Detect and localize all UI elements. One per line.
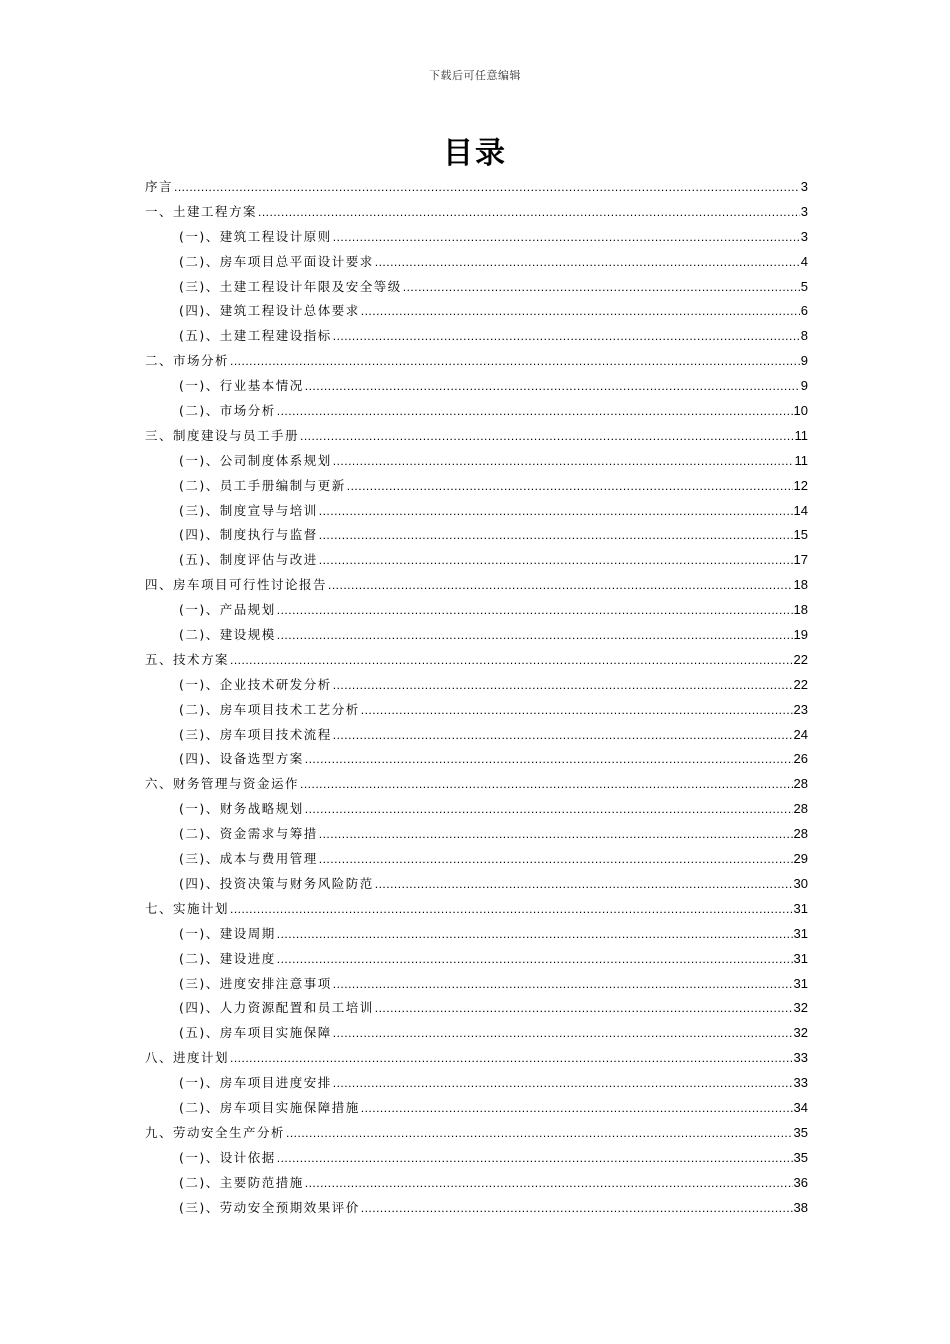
- toc-page-number: 33: [793, 1075, 808, 1091]
- toc-subentry[interactable]: [145, 401, 808, 426]
- toc-entry[interactable]: [145, 899, 808, 924]
- toc-page-number: 28: [793, 776, 808, 792]
- toc-page-number: 38: [793, 1199, 808, 1215]
- toc-page-number: 33: [793, 1050, 808, 1066]
- toc-subentry[interactable]: [145, 252, 808, 277]
- toc-page-number: 19: [793, 627, 808, 643]
- toc-page-number: 35: [793, 1149, 808, 1165]
- toc-entry-label: (一)、设计依据: [179, 1149, 276, 1165]
- toc-entry-label: (二)、资金需求与筹措: [179, 826, 318, 842]
- toc-page-number: 26: [793, 751, 808, 767]
- table-of-contents: [145, 177, 808, 1222]
- toc-dot-leader: [319, 827, 793, 841]
- toc-entry-label: (五)、房车项目实施保障: [179, 1025, 332, 1041]
- page-title: 目录: [443, 136, 507, 171]
- toc-dot-leader: [361, 1101, 793, 1115]
- toc-dot-leader: [333, 230, 800, 244]
- toc-entry-label: (三)、劳动安全预期效果评价: [179, 1199, 360, 1215]
- toc-dot-leader: [277, 1151, 793, 1165]
- toc-page-number: 18: [793, 577, 808, 593]
- toc-entry-label: (三)、土建工程设计年限及安全等级: [179, 278, 402, 294]
- toc-page-number: 34: [793, 1099, 808, 1115]
- toc-subentry[interactable]: [145, 1098, 808, 1123]
- toc-subentry[interactable]: [145, 749, 808, 774]
- toc-entry-label: 四、房车项目可行性讨论报告: [145, 577, 328, 593]
- toc-subentry[interactable]: [145, 600, 808, 625]
- toc-dot-leader: [230, 653, 793, 667]
- toc-dot-leader: [305, 802, 793, 816]
- toc-entry-label: (二)、主要防范措施: [179, 1174, 304, 1190]
- toc-dot-leader: [230, 902, 793, 916]
- toc-page-number: 32: [793, 1000, 808, 1016]
- toc-subentry[interactable]: [145, 277, 808, 302]
- toc-entry[interactable]: [145, 351, 808, 376]
- toc-entry-label: (一)、公司制度体系规划: [179, 452, 332, 468]
- toc-entry-label: (四)、设备选型方案: [179, 751, 304, 767]
- toc-dot-leader: [305, 1176, 793, 1190]
- toc-subentry[interactable]: [145, 451, 808, 476]
- toc-entry-label: (二)、建设规模: [179, 627, 276, 643]
- toc-dot-leader: [333, 329, 800, 343]
- toc-dot-leader: [277, 404, 793, 418]
- toc-dot-leader: [300, 777, 793, 791]
- toc-dot-leader: [333, 678, 793, 692]
- toc-subentry[interactable]: [145, 799, 808, 824]
- toc-dot-leader: [333, 728, 793, 742]
- toc-entry[interactable]: [145, 774, 808, 799]
- toc-dot-leader: [305, 379, 800, 393]
- toc-page-number: 35: [793, 1124, 808, 1140]
- toc-subentry[interactable]: [145, 1073, 808, 1098]
- toc-page-number: 9: [800, 353, 808, 369]
- toc-dot-leader: [333, 1026, 793, 1040]
- toc-page-number: 31: [793, 925, 808, 941]
- toc-dot-leader: [347, 479, 793, 493]
- toc-page-number: 36: [793, 1174, 808, 1190]
- toc-entry-label: (三)、房车项目技术流程: [179, 726, 332, 742]
- toc-dot-leader: [277, 927, 793, 941]
- toc-subentry[interactable]: [145, 874, 808, 899]
- toc-page-number: 6: [800, 303, 808, 319]
- toc-dot-leader: [375, 1001, 793, 1015]
- toc-page-number: 10: [793, 403, 808, 419]
- toc-entry-label: (二)、房车项目总平面设计要求: [179, 253, 374, 269]
- toc-dot-leader: [333, 454, 794, 468]
- toc-subentry[interactable]: [145, 974, 808, 999]
- toc-dot-leader: [230, 1051, 793, 1065]
- toc-dot-leader: [319, 504, 793, 518]
- toc-subentry[interactable]: [145, 998, 808, 1023]
- page-header: 下载后可任意编辑: [429, 69, 521, 82]
- toc-page-number: 5: [800, 278, 808, 294]
- toc-entry-label: (二)、员工手册编制与更新: [179, 477, 346, 493]
- toc-dot-leader: [361, 703, 793, 717]
- toc-dot-leader: [375, 877, 793, 891]
- toc-entry-label: (一)、企业技术研发分析: [179, 676, 332, 692]
- toc-dot-leader: [258, 205, 800, 219]
- toc-page-number: 8: [800, 328, 808, 344]
- toc-entry-label: 六、财务管理与资金运作: [145, 776, 300, 792]
- toc-entry-label: (三)、成本与费用管理: [179, 851, 318, 867]
- toc-entry-label: 九、劳动安全生产分析: [145, 1124, 286, 1140]
- toc-page-number: 11: [794, 452, 808, 468]
- toc-entry-label: 五、技术方案: [145, 651, 230, 667]
- toc-entry-label: 一、土建工程方案: [145, 203, 258, 219]
- toc-dot-leader: [375, 255, 800, 269]
- toc-entry-label: 七、实施计划: [145, 900, 230, 916]
- toc-dot-leader: [403, 280, 800, 294]
- toc-entry-label: (四)、建筑工程设计总体要求: [179, 303, 360, 319]
- toc-subentry[interactable]: [145, 924, 808, 949]
- toc-page-number: 31: [793, 900, 808, 916]
- toc-dot-leader: [333, 977, 793, 991]
- toc-entry-label: (五)、制度评估与改进: [179, 552, 318, 568]
- toc-subentry[interactable]: [145, 376, 808, 401]
- toc-subentry[interactable]: [145, 1148, 808, 1173]
- toc-entry-label: (四)、投资决策与财务风险防范: [179, 875, 374, 891]
- toc-subentry[interactable]: [145, 1173, 808, 1198]
- toc-entry-label: 序言: [145, 179, 174, 194]
- toc-entry-label: (四)、制度执行与监督: [179, 527, 318, 543]
- toc-dot-leader: [328, 578, 793, 592]
- toc-entry-label: (一)、产品规划: [179, 602, 276, 618]
- toc-entry-label: (一)、财务战略规划: [179, 801, 304, 817]
- toc-dot-leader: [277, 603, 793, 617]
- toc-entry-label: (二)、建设进度: [179, 950, 276, 966]
- toc-page-number: 32: [793, 1025, 808, 1041]
- toc-entry-label: 八、进度计划: [145, 1050, 230, 1066]
- toc-dot-leader: [333, 1076, 793, 1090]
- toc-page-number: 14: [793, 502, 808, 518]
- toc-page-number: 30: [793, 875, 808, 891]
- toc-subentry[interactable]: [145, 700, 808, 725]
- toc-dot-leader: [277, 628, 793, 642]
- toc-entry[interactable]: [145, 177, 808, 202]
- toc-subentry[interactable]: [145, 725, 808, 750]
- toc-dot-leader: [305, 752, 793, 766]
- toc-page-number: 24: [793, 726, 808, 742]
- toc-entry[interactable]: [145, 1048, 808, 1073]
- toc-entry-label: (一)、行业基本情况: [179, 378, 304, 394]
- toc-subentry[interactable]: [145, 1023, 808, 1048]
- toc-entry-label: (二)、房车项目技术工艺分析: [179, 701, 360, 717]
- toc-entry-label: (一)、房车项目进度安排: [179, 1075, 332, 1091]
- toc-page-number: 31: [793, 975, 808, 991]
- toc-page-number: 4: [800, 253, 808, 269]
- toc-subentry[interactable]: [145, 949, 808, 974]
- toc-subentry[interactable]: [145, 824, 808, 849]
- toc-page-number: 3: [800, 203, 808, 219]
- toc-dot-leader: [319, 852, 793, 866]
- toc-entry[interactable]: [145, 650, 808, 675]
- toc-entry[interactable]: [145, 426, 808, 451]
- toc-entry-label: (四)、人力资源配置和员工培训: [179, 1000, 374, 1016]
- toc-entry[interactable]: [145, 1123, 808, 1148]
- toc-page-number: 9: [800, 378, 808, 394]
- toc-entry-label: (一)、建设周期: [179, 925, 276, 941]
- toc-subentry[interactable]: [145, 550, 808, 575]
- toc-subentry[interactable]: [145, 525, 808, 550]
- toc-dot-leader: [319, 528, 793, 542]
- toc-page-number: 31: [793, 950, 808, 966]
- toc-subentry[interactable]: [145, 301, 808, 326]
- toc-dot-leader: [174, 180, 800, 194]
- toc-page-number: 12: [793, 477, 808, 493]
- toc-subentry[interactable]: [145, 501, 808, 526]
- toc-dot-leader: [319, 553, 793, 567]
- toc-entry[interactable]: [145, 202, 808, 227]
- toc-subentry[interactable]: [145, 625, 808, 650]
- toc-subentry[interactable]: [145, 227, 808, 252]
- toc-page-number: 22: [793, 651, 808, 667]
- toc-page-number: 23: [793, 701, 808, 717]
- toc-entry-label: (三)、进度安排注意事项: [179, 975, 332, 991]
- toc-dot-leader: [300, 429, 793, 443]
- toc-page-number: 17: [793, 552, 808, 568]
- toc-page-number: 28: [793, 801, 808, 817]
- toc-page-number: 3: [800, 179, 808, 194]
- toc-entry-label: (一)、建筑工程设计原则: [179, 228, 332, 244]
- toc-page-number: 3: [800, 228, 808, 244]
- toc-subentry[interactable]: [145, 849, 808, 874]
- toc-dot-leader: [277, 952, 793, 966]
- toc-page-number: 18: [793, 602, 808, 618]
- toc-entry-label: (五)、土建工程建设指标: [179, 328, 332, 344]
- toc-dot-leader: [230, 354, 800, 368]
- toc-subentry[interactable]: [145, 1198, 808, 1223]
- toc-subentry[interactable]: [145, 476, 808, 501]
- toc-subentry[interactable]: [145, 675, 808, 700]
- toc-page-number: 22: [793, 676, 808, 692]
- toc-page-number: 15: [793, 527, 808, 543]
- toc-page-number: 11: [794, 427, 808, 443]
- toc-page-number: 29: [793, 851, 808, 867]
- toc-entry-label: (二)、房车项目实施保障措施: [179, 1099, 360, 1115]
- toc-dot-leader: [361, 304, 800, 318]
- toc-entry-label: (三)、制度宣导与培训: [179, 502, 318, 518]
- toc-entry[interactable]: [145, 575, 808, 600]
- toc-entry-label: 二、市场分析: [145, 353, 230, 369]
- toc-subentry[interactable]: [145, 326, 808, 351]
- toc-page-number: 28: [793, 826, 808, 842]
- toc-dot-leader: [286, 1126, 793, 1140]
- toc-entry-label: (二)、市场分析: [179, 403, 276, 419]
- toc-entry-label: 三、制度建设与员工手册: [145, 427, 300, 443]
- toc-dot-leader: [361, 1201, 793, 1215]
